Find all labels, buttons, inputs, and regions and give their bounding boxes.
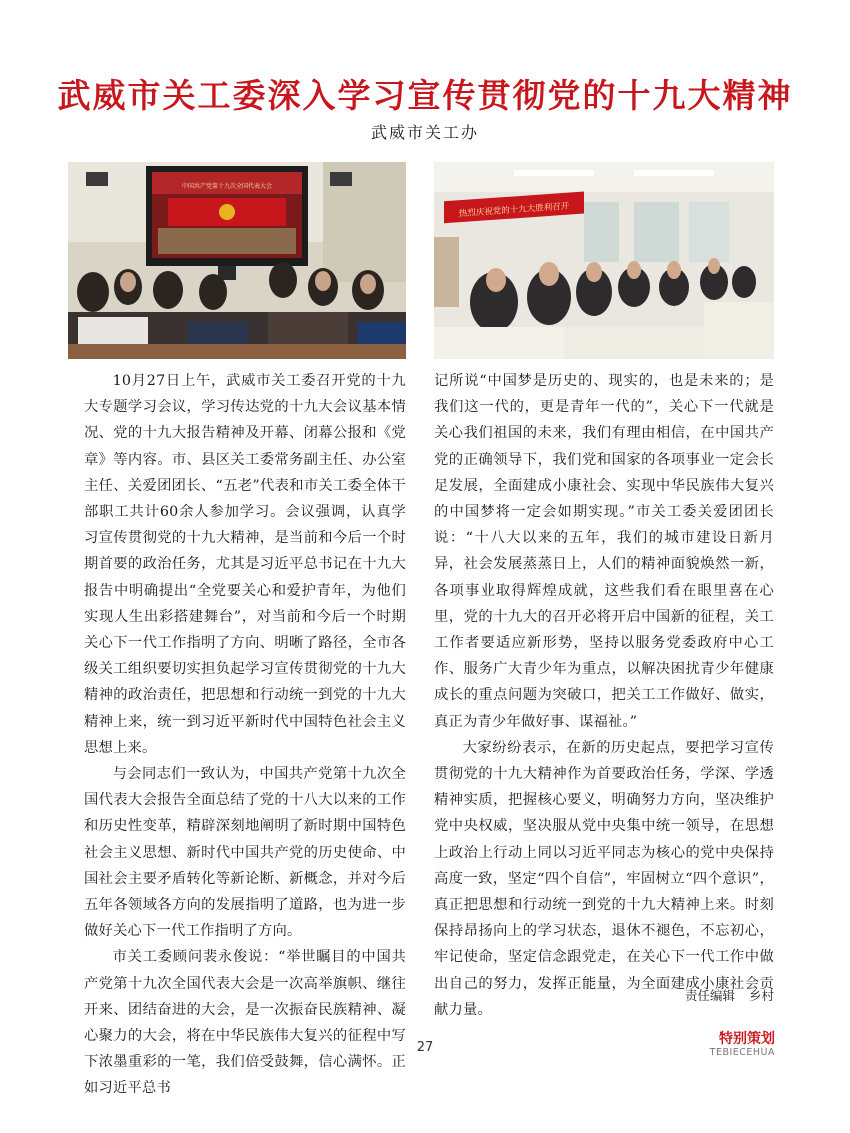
- paragraph: 与会同志们一致认为，中国共产党第十九次全国代表大会报告全面总结了党的十八大以来的工作和历史性变革，精辟深刻地阐明了新时期中国特色社会主义思想、新时代中国共产党的历史使命、中国社会主要矛盾转化等新论断、新概念，并对今后五年各领域各方向的发展指明了道路，也为进一步做好关心下一代工作指明了方向。: [84, 766, 406, 940]
- tv-caption: 中国共产党第十九次全国代表大会: [181, 183, 273, 190]
- section-title: 特别策划: [719, 1031, 775, 1047]
- meeting-photo-broadcast: [68, 162, 406, 359]
- page-number: 27: [416, 1040, 434, 1055]
- banner-text: 热烈庆祝党的十九大胜利召开: [458, 201, 570, 220]
- paragraph: 市关工委顾问裴永俊说：“举世瞩目的中国共产党第十九次全国代表大会是一次高举旗帜、继往开来、团结奋进的大会，是一次振奋民族精神、凝心聚力的大会，将在中华民族伟大复兴的征程中写下浓墨重彩的一笔，我们倍受鼓舞，信心满怀。正如习近平总书: [84, 949, 406, 1097]
- meeting-photo-banner: [434, 162, 774, 359]
- paragraph: 10月27日上午，武威市关工委召开党的十九大专题学习会议，学习传达党的十九大会议基本情况、党的十九大报告精神及开幕、闭幕公报和《党章》等内容。市、县区关工委常务副主任、办公室主任、关爱团团长、“五老”代表和市关工委全体干部职工共计60余人参加学习。会议强调，认真学习宣传贯彻党的十九大精神，是当前和今后一个时期首要的政治任务，尤其是习近平总书记在十九大报告中明确提出“全党要关心和爱护青年，为他们实现人生出彩搭建舞台”，对当前和今后一个时期关心下一代工作指明了方向、明晰了路径，全市各级关工组织要切实担负起学习宣传贯彻党的十九大精神的政治责任，把思想和行动统一到党的十九大精神上来，统一到习近平新时代中国特色社会主义思想上来。: [84, 373, 406, 756]
- responsible-editor: 责任编辑 乡村: [685, 988, 774, 1003]
- article-byline: 武威市关工办: [370, 123, 479, 142]
- paragraph: 记所说“中国梦是历史的、现实的，也是未来的；是我们这一代的，更是青年一代的”，关心下一代就是关心我们祖国的未来，我们有理由相信，在中国共产党的正确领导下，我们党和国家的各项事业一定会长足发展，全面建成小康社会、实现中华民族伟大复兴的中国梦将一定会如期实现。”市关工委关爱团团长说：“十八大以来的五年，我们的城市建设日新月异，社会发展蒸蒸日上，人们的精神面貌焕然一新，各项事业取得辉煌成就，这些我们看在眼里喜在心里，党的十九大的召开必将开启中国新的征程，关工工作者要适应新形势，坚持以服务党委政府中心工作、服务广大青少年为重点，以解决困扰青少年健康成长的重点问题为突破口，把关工工作做好、做实，真正为青少年做好事、谋福祉。”: [434, 373, 774, 730]
- article-title: 武威市关工委深入学习宣传贯彻党的十九大精神: [57, 76, 793, 115]
- section-pinyin: TEBIECEHUA: [709, 1047, 775, 1058]
- article-column-left: [84, 368, 406, 1102]
- paragraph: 大家纷纷表示，在新的历史起点，要把学习宣传贯彻党的十九大精神作为首要政治任务，学深、学透精神实质，把握核心要义，明确努力方向，坚决维护党中央权威，坚决服从党中央集中统一领导，在思想上政治上行动上同以习近平同志为核心的党中央保持高度一致，坚定“四个自信”，牢固树立“四个意识”，真正把思想和行动统一到党的十九大精神上来。时刻保持昂扬向上的学习状态，退休不褪色，不忘初心，牢记使命，坚定信念跟党走，在关心下一代工作中做出自己的努力，发挥正能量，为全面建成小康社会贡献力量。: [434, 739, 774, 1018]
- article-column-right: [434, 368, 774, 1023]
